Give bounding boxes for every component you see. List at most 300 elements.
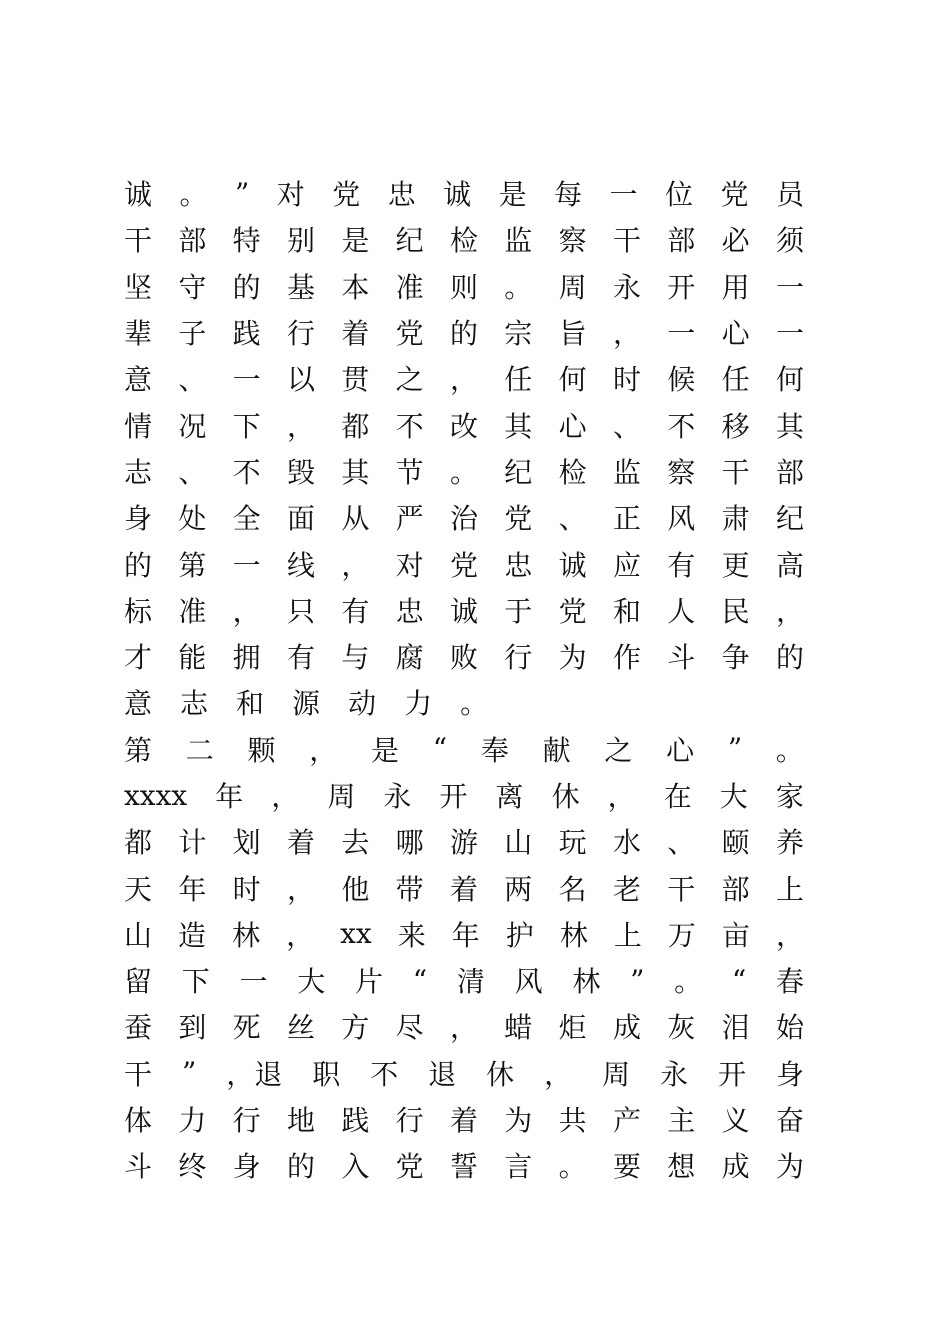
text-char: 诚 <box>558 548 587 582</box>
text-char: 源 <box>292 687 321 721</box>
text-char: 。 <box>775 733 804 767</box>
text-char: 退 <box>428 1057 457 1091</box>
text-char: 察 <box>667 455 696 489</box>
text-line <box>124 679 804 725</box>
text-char: 灰 <box>667 1011 696 1045</box>
text-char: 肃 <box>721 502 750 536</box>
text-line <box>124 1003 804 1049</box>
text-char: 下 <box>232 409 261 443</box>
text-char: 和 <box>612 594 641 628</box>
text-char: xxxx <box>124 778 188 812</box>
text-char: 干 <box>721 455 750 489</box>
text-char: 践 <box>232 317 261 351</box>
text-char: “ <box>432 732 448 766</box>
text-char: ， <box>612 317 641 351</box>
text-char: 不 <box>232 455 261 489</box>
text-char: 民 <box>721 594 750 628</box>
text-char: 。 <box>504 270 533 304</box>
text-char: “ <box>731 963 747 997</box>
text-char: 每 <box>554 178 583 212</box>
text-char: 方 <box>341 1011 370 1045</box>
text-char: 风 <box>514 965 543 999</box>
text-char: 任 <box>504 363 533 397</box>
text-char: 力 <box>178 1104 207 1138</box>
text-line <box>124 1050 804 1096</box>
text-char: 只 <box>286 594 315 628</box>
text-char: 特 <box>232 224 261 258</box>
text-char: 计 <box>178 826 207 860</box>
text-char: 职 <box>312 1057 341 1091</box>
text-char: 要 <box>612 1150 641 1184</box>
text-char: 别 <box>286 224 315 258</box>
text-char: 纪 <box>775 502 804 536</box>
text-line <box>124 401 804 447</box>
text-char: 党 <box>558 594 587 628</box>
text-line <box>124 864 804 910</box>
text-char: 线 <box>286 548 315 582</box>
text-char: 。 <box>674 965 703 999</box>
text-char: 的 <box>286 1150 315 1184</box>
text-line <box>124 587 804 633</box>
text-char: 面 <box>286 502 315 536</box>
text-char: 才 <box>124 641 153 675</box>
text-char: 心 <box>558 409 587 443</box>
text-char: 党 <box>395 1150 424 1184</box>
text-char: 蚕 <box>124 1011 153 1045</box>
text-char: 游 <box>449 826 478 860</box>
text-char: 一 <box>775 317 804 351</box>
text-char: 、 <box>178 455 207 489</box>
text-char: 二 <box>185 733 214 767</box>
text-char: 清 <box>456 965 485 999</box>
text-line <box>124 448 804 494</box>
text-char: 是 <box>498 178 527 212</box>
text-char: 上 <box>613 918 642 952</box>
text-char: 腐 <box>395 641 424 675</box>
text-char: 老 <box>612 872 641 906</box>
text-char: 用 <box>721 270 750 304</box>
text-char: 正 <box>612 502 641 536</box>
text-char: 则 <box>449 270 478 304</box>
text-char: 况 <box>178 409 207 443</box>
text-char: 炬 <box>558 1011 587 1045</box>
text-char: 的 <box>232 270 261 304</box>
text-char: 有 <box>286 641 315 675</box>
text-char: 颗 <box>247 733 276 767</box>
text-char: 其 <box>504 409 533 443</box>
text-char: 年 <box>215 780 244 813</box>
text-char: 在 <box>663 780 692 813</box>
text-char: 践 <box>341 1104 370 1138</box>
text-char: 位 <box>665 178 694 212</box>
text-char: 春 <box>775 965 804 999</box>
text-char: 年 <box>178 872 207 906</box>
text-char: 本 <box>341 270 370 304</box>
text-char: 准 <box>178 594 207 628</box>
text-line <box>124 309 804 355</box>
text-char: 一 <box>232 548 261 582</box>
text-char: 干 <box>124 224 153 258</box>
text-char: 休 <box>551 780 580 813</box>
text-char: 不 <box>395 409 424 443</box>
text-char: 玩 <box>558 826 587 860</box>
text-char: 党 <box>332 178 361 212</box>
text-char: 颐 <box>721 826 750 860</box>
text-char: 为 <box>504 1104 533 1138</box>
text-char: 开 <box>439 780 468 813</box>
text-char: 永 <box>383 780 412 813</box>
text-char: 万 <box>667 918 696 952</box>
text-line <box>124 540 804 586</box>
text-char: 一 <box>609 178 638 212</box>
text-char: 奋 <box>775 1104 804 1138</box>
text-char: 须 <box>775 224 804 258</box>
text-line <box>124 1142 804 1188</box>
text-char: 对 <box>395 548 424 582</box>
text-char: ， <box>232 594 261 628</box>
text-char: 移 <box>721 409 750 443</box>
text-char: 干 <box>667 872 696 906</box>
text-char: 情 <box>124 409 153 443</box>
text-line <box>124 263 804 309</box>
text-char: 应 <box>612 548 641 582</box>
text-char: 是 <box>371 733 400 767</box>
text-char: 斗 <box>667 641 696 675</box>
text-line <box>124 355 804 401</box>
text-char: 体 <box>124 1104 153 1138</box>
text-char: 林 <box>232 918 261 952</box>
text-char: 尽 <box>395 1011 424 1045</box>
text-char: 准 <box>395 270 424 304</box>
text-char: 之 <box>395 363 424 397</box>
text-char: 周 <box>602 1057 631 1091</box>
text-char: 着 <box>341 317 370 351</box>
text-char: 其 <box>341 455 370 489</box>
text-char: 誓 <box>449 1150 478 1184</box>
text-char: 身 <box>232 1150 261 1184</box>
text-char: 更 <box>721 548 750 582</box>
text-char: 山 <box>124 918 153 952</box>
text-line <box>124 216 804 262</box>
text-char: 想 <box>667 1150 696 1184</box>
text-char: 坚 <box>124 270 153 304</box>
text-char: 林 <box>572 965 601 999</box>
text-char: 党 <box>720 178 749 212</box>
text-char: 。 <box>179 178 208 212</box>
text-char: 、 <box>612 409 641 443</box>
text-char: ， <box>286 409 315 443</box>
text-char: 是 <box>341 224 370 258</box>
text-char: 来 <box>397 918 426 952</box>
text-char: ” <box>234 176 250 210</box>
text-char: 心 <box>666 733 695 767</box>
text-char: 风 <box>667 502 696 536</box>
text-char: 检 <box>449 224 478 258</box>
text-char: 。 <box>558 1150 587 1184</box>
text-char: 改 <box>449 409 478 443</box>
text-char: ” <box>727 732 743 766</box>
text-char: 意 <box>124 363 153 397</box>
text-char: ， <box>309 733 338 767</box>
text-char: ，退 <box>226 1057 283 1091</box>
text-char: 两 <box>504 872 533 906</box>
text-char: 护 <box>505 918 534 952</box>
text-char: 动 <box>348 687 377 721</box>
text-char: 部 <box>775 455 804 489</box>
text-char: 水 <box>612 826 641 860</box>
text-char: ” <box>630 963 645 997</box>
text-char: 诚 <box>449 594 478 628</box>
text-char: 片 <box>355 965 384 999</box>
text-char: 党 <box>395 317 424 351</box>
text-char: 作 <box>612 641 641 675</box>
text-char: 监 <box>612 455 641 489</box>
text-char: 部 <box>178 224 207 258</box>
text-char: xx <box>340 917 372 951</box>
text-char: 划 <box>232 826 261 860</box>
text-char: 的 <box>124 548 153 582</box>
text-char: 永 <box>612 270 641 304</box>
text-char: ， <box>449 1011 478 1045</box>
text-char: ” <box>181 1056 197 1090</box>
text-char: 与 <box>341 641 370 675</box>
text-char: 察 <box>558 224 587 258</box>
text-char: 以 <box>286 363 315 397</box>
text-char: 标 <box>124 594 153 628</box>
text-char: 大 <box>719 780 748 813</box>
text-char: 检 <box>558 455 587 489</box>
text-char: 心 <box>721 317 750 351</box>
text-char: 一 <box>232 363 261 397</box>
text-char: 行 <box>232 1104 261 1138</box>
text-char: 诚 <box>443 178 472 212</box>
text-char: ， <box>271 780 300 813</box>
text-char: 不 <box>667 409 696 443</box>
text-char: 开 <box>667 270 696 304</box>
text-char: 为 <box>558 641 587 675</box>
text-char: 行 <box>504 641 533 675</box>
text-char: 周 <box>327 780 356 813</box>
text-char: 时 <box>232 872 261 906</box>
text-line <box>124 818 804 864</box>
text-char: 言 <box>504 1150 533 1184</box>
text-char: 不 <box>370 1057 399 1091</box>
text-char: 义 <box>721 1104 750 1138</box>
text-char: 干 <box>612 224 641 258</box>
text-char: 治 <box>449 502 478 536</box>
text-char: 亩 <box>721 918 750 952</box>
text-line <box>124 494 804 540</box>
text-char: 离 <box>495 780 524 813</box>
text-char: 大 <box>297 965 326 999</box>
text-char: 于 <box>504 594 533 628</box>
text-char: 高 <box>775 548 804 582</box>
text-line <box>124 1096 804 1142</box>
text-char: 家 <box>775 780 804 813</box>
text-char: 志 <box>124 455 153 489</box>
text-char: 员 <box>775 178 804 212</box>
text-char: 全 <box>232 502 261 536</box>
text-char: 去 <box>341 826 370 860</box>
text-char: 都 <box>341 409 370 443</box>
text-char: 下 <box>181 965 210 999</box>
text-char: 始 <box>775 1011 804 1045</box>
text-char: 任 <box>721 363 750 397</box>
text-char: 着 <box>449 872 478 906</box>
text-line <box>124 772 804 818</box>
text-char: 监 <box>504 224 533 258</box>
text-char: 的 <box>775 641 804 675</box>
text-char: 终 <box>178 1150 207 1184</box>
text-char: ， <box>544 1057 573 1091</box>
text-char: 哪 <box>395 826 424 860</box>
text-char: 毁 <box>286 455 315 489</box>
text-char: 和 <box>236 687 265 721</box>
text-char: 时 <box>612 363 641 397</box>
text-char: 能 <box>178 641 207 675</box>
text-char: 第 <box>178 548 207 582</box>
text-char: ， <box>775 594 804 628</box>
text-char: 从 <box>341 502 370 536</box>
text-char: 天 <box>124 872 153 906</box>
text-char: 蜡 <box>504 1011 533 1045</box>
text-char: 奉 <box>480 733 509 767</box>
text-char: 败 <box>449 641 478 675</box>
text-char: 宗 <box>504 317 533 351</box>
text-char: 之 <box>604 733 633 767</box>
text-char: 一 <box>667 317 696 351</box>
text-char: 永 <box>660 1057 689 1091</box>
text-char: 泪 <box>721 1011 750 1045</box>
text-char: 辈 <box>124 317 153 351</box>
text-char: “ <box>412 963 428 997</box>
text-char: 党 <box>504 502 533 536</box>
text-char: 部 <box>721 872 750 906</box>
text-char: 意 <box>124 687 153 721</box>
text-char: 党 <box>449 548 478 582</box>
text-char: 入 <box>341 1150 370 1184</box>
text-char: 、 <box>558 502 587 536</box>
text-char: 、 <box>667 826 696 860</box>
text-char: 有 <box>341 594 370 628</box>
text-char: 到 <box>178 1011 207 1045</box>
text-char: 其 <box>775 409 804 443</box>
text-line <box>124 170 804 216</box>
text-char: 为 <box>775 1150 804 1184</box>
text-char: 上 <box>775 872 804 906</box>
text-char: 严 <box>395 502 424 536</box>
text-char: 有 <box>667 548 696 582</box>
text-char: 行 <box>286 317 315 351</box>
text-char: ， <box>341 548 370 582</box>
text-char: 产 <box>612 1104 641 1138</box>
text-line <box>124 633 804 679</box>
text-char: 行 <box>395 1104 424 1138</box>
text-char: 旨 <box>558 317 587 351</box>
text-char: 守 <box>178 270 207 304</box>
text-char: 力 <box>404 687 433 721</box>
text-char: 人 <box>667 594 696 628</box>
text-char: 成 <box>721 1150 750 1184</box>
text-char: 开 <box>718 1057 747 1091</box>
text-char: 处 <box>178 502 207 536</box>
text-char: 共 <box>558 1104 587 1138</box>
text-char: 主 <box>667 1104 696 1138</box>
text-char: 死 <box>232 1011 261 1045</box>
text-char: 必 <box>721 224 750 258</box>
text-line <box>124 911 804 957</box>
text-char: 对 <box>276 178 305 212</box>
text-char: 着 <box>449 1104 478 1138</box>
text-char: 何 <box>558 363 587 397</box>
text-char: 他 <box>341 872 370 906</box>
text-char: ， <box>286 918 315 952</box>
text-char: 林 <box>559 918 588 952</box>
text-char: 身 <box>775 1057 804 1091</box>
text-char: 山 <box>504 826 533 860</box>
text-char: 、 <box>178 363 207 397</box>
text-char: 子 <box>178 317 207 351</box>
text-char: 忠 <box>387 178 416 212</box>
text-char: 诚 <box>124 178 153 212</box>
text-char: 都 <box>124 826 153 860</box>
text-char: 地 <box>286 1104 315 1138</box>
text-line <box>124 726 804 772</box>
text-char: ， <box>775 918 804 952</box>
text-char: 造 <box>178 918 207 952</box>
text-char: 第 <box>124 733 153 767</box>
text-char: 留 <box>124 965 153 999</box>
text-char: 一 <box>775 270 804 304</box>
text-char: 身 <box>124 502 153 536</box>
text-char: 干 <box>124 1057 153 1091</box>
text-char: 名 <box>558 872 587 906</box>
text-char: 忠 <box>504 548 533 582</box>
text-char: ， <box>286 872 315 906</box>
text-char: ， <box>607 780 636 813</box>
text-char: 忠 <box>395 594 424 628</box>
text-char: 纪 <box>395 224 424 258</box>
text-char: 成 <box>612 1011 641 1045</box>
text-char: 志 <box>180 687 209 721</box>
text-char: 周 <box>558 270 587 304</box>
text-char: 基 <box>286 270 315 304</box>
text-char: 何 <box>775 363 804 397</box>
text-char: 候 <box>667 363 696 397</box>
body-text <box>124 170 804 1189</box>
text-char: 节 <box>395 455 424 489</box>
text-char: 纪 <box>504 455 533 489</box>
text-char: 。 <box>449 455 478 489</box>
text-char: 休 <box>486 1057 515 1091</box>
text-char: 贯 <box>341 363 370 397</box>
text-char: 争 <box>721 641 750 675</box>
text-char: 斗 <box>124 1150 153 1184</box>
text-char: 拥 <box>232 641 261 675</box>
text-char: 一 <box>239 965 268 999</box>
text-char: ， <box>449 363 478 397</box>
text-char: 的 <box>449 317 478 351</box>
text-char: 着 <box>286 826 315 860</box>
text-char: 。 <box>460 687 489 721</box>
text-char: 丝 <box>286 1011 315 1045</box>
text-char: 年 <box>451 918 480 952</box>
text-char: 带 <box>395 872 424 906</box>
text-line <box>124 957 804 1003</box>
text-char: 献 <box>542 733 571 767</box>
text-char: 部 <box>667 224 696 258</box>
text-char: 养 <box>775 826 804 860</box>
